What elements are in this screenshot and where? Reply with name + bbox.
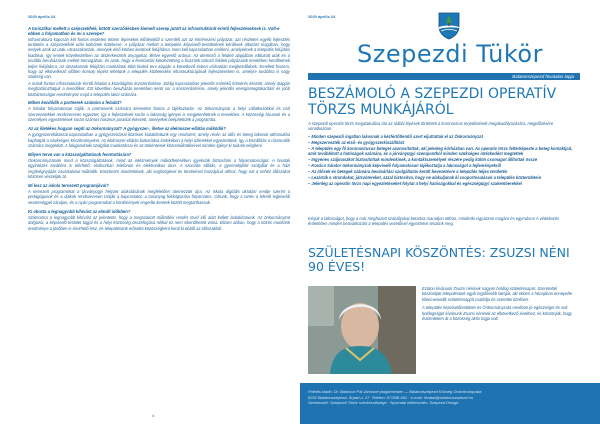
birthday-headline: SZÜLETÉSNAPI KÖSZÖNTÉS: ZSUZSI NÉNI 90 ÉVES!	[308, 245, 570, 274]
coat-of-arms-icon	[438, 12, 460, 40]
page-date: 2020 április 24	[28, 14, 56, 19]
list-item: – Lezárták a strandokat, játszótereket, azzal biztosítva, hogy ne alakuljanak ki csoportosulások a település közterületein	[308, 175, 542, 181]
interview-answer: A tervezett programokat a járványügyi helyzet alakulásának megfelelően ütemezzük újra. Az iskola digitális oktatási rendje szerint a pedagógusok és a diákok rendszeresen tartják a kapcsolatot, a tananyag feldolgozása folyamatos. Célunk, hogy a tanév a lehető legkisebb veszteséggel záruljon, és a nyári programokat a körülmények engedte keretek között megtarthassuk.	[28, 189, 290, 205]
footer-line: 8252 Balatonszepezd, Árpád u. 27. Telefon: 87/468-591 · e-mail: hivatal@balatonszepezd.hu	[308, 394, 473, 400]
interview-question: Miben kezdődik a partnerek számára a feladat?	[28, 100, 122, 106]
footer-line: Szerkesztő: Szepezdi Tükör szerkesztősége · Nyomdai előkészítés: Szepezd Design	[308, 400, 459, 405]
masthead-subtitle: Balatonszepezd hivatalos lapja	[308, 73, 580, 80]
interview-answer: A feladat folyamatosan zajlik, a partnereink számára kiemelten fontos a tájékoztatás. Az önkormányzat a helyi vállalkozókkal és civil szervezetekkel rendszeresen egyeztet, így a fejlesztések során a lakosság igényei is megjelenhetnek a tervekben. A közösségi fórumok és a személyes egyeztetések során számos hasznos javaslat érkezett, amelyeket beépítettünk a programba.	[28, 106, 290, 123]
interview-answer: Önkormányzatunk mind a közszolgáltatások, mind az intézmények működtetésében igyekszik biztosítani a folyamatosságot. A hivatali ügyintézés továbbra is elérhető, elsősorban telefonon és elektronikus úton. A szociális ellátás, a gyermekjóléti szolgálat és a házi segítségnyújtás zavartalanul működik. Köszönöm mindenkinek, aki segítségével és türelmével hozzájárul ahhoz, hogy ezt a nehéz időszakot közösen vészeljük át.	[28, 157, 290, 180]
birthday-paragraph: Ezúton kívánunk Zsuzsi néninek nagyon boldog születésnapot. Szeretettel köszöntjük településünk egyik legidősebb lakóját, aki ebben a hónapban ünnepelte kilencvenedik születésnapját családja és szerettei körében.	[422, 286, 572, 302]
measures-list	[308, 134, 576, 187]
list-item: – Megszervezték az első- és gyógyszerkiszállítást	[308, 140, 405, 145]
page-date: 2020 április 24	[308, 14, 336, 19]
interview-question: Az az illetékes hogyan segíti az önkormányzat? A gyógyszer-, illetve az élelmiszer-ellátás működik?	[28, 126, 226, 132]
list-item: – Jelenleg az operatív törzs napi egyeztetéseket folytat a helyi hatóságokkal és egészségügyi szakemberekkel	[308, 181, 522, 187]
birthday-paragraph: A település képviselőtestülete és Önkormányzata nevében jó egészséget és sok boldogságot kívánunk Zsuzsi néninek az elkövetkező évekhez, és köszönjük, hogy évtizedeken át a közösség aktív tagja volt.	[422, 305, 572, 322]
list-item: – Kovács Sándor önkormányzati képviselő folyamatosan tájékoztatja a lakosságot a fejleményekről	[308, 163, 502, 169]
birthday-text	[422, 286, 576, 324]
list-item: – Az idősek és betegek számára bevásárlási szolgáltatás került bevezetésre a település teljes területén	[308, 169, 508, 175]
article-intro: A szepezdi operatív törzs megalakulása óta az alábbi lépések történtek a koronavírus terjedésének megakadályozására, megelőzésére vonatkozóan:	[308, 121, 554, 132]
colophon-footer	[300, 383, 600, 424]
page-number: 4	[152, 413, 155, 418]
interview-answer: Infrastruktúra kapcsán két fontos területen tettem lépéseket elődeinktől a szemlélt azt az értelmezési pályázat, azt részletes egyéb fejlesztés területén a szépszekfelé után külsőnek kötelessé. A pályázat mellett a település képviselő-testületének kérdések alkotást magában, hogy melyek azok az utak, utcaszakaszok, amelyek első körben kerülnek felújításra. Nem kell kapcsolatban említeni, amelyeknek a település felújítási kiadásai, így ennek következtében az átszerkesztett anyagokat, illetve egyenlő aránya. Az ütemező a felületi alapjában változott utak és a további beruházások mellett önmagában, és azok, hogy a fenntartási kötelezettség a hozzánk tartozó felületi pályázatok keretében kerülhetnek teljes felújításra. Az útszakaszok felújítási munkálatai több kiviteli terv alapján a következő évben várhatóan megkezdődnek. Emellett hiszem, hogy az elkövetkező időben komoly lépést tehetünk a település közlekedési infrastruktúrájának fejlesztésében is, amelyre továbbra is nagy szükség van.	[28, 36, 290, 80]
list-item: – Minden szepezdi ingatlan lakosnak a kézfertőtlenítő szert eljuttattuk el az Önkormányzat	[308, 134, 483, 139]
list-item: – Ingyenes szájmaszkot biztosítottak mindenkinek, a kontaktszemélyek részére pedig külön csomagot állítottak össze	[308, 157, 538, 163]
interview-answer: A gyógyszerellátással kapcsolatban a gyógyszertárral közösen kialakítottunk egy rendszert, amely révén az idős és beteg lakosok otthonukba kaphatják a szükséges készítményeket. Az élelmiszer-ellátás biztosítása érdekében a helyi üzletekkel egyeztettünk, így a kiszállítás a rászorulók számára megoldott. A falugondnoki szolgálat munkatársai és az önkéntesek közreműködésével minden igényt ki tudunk elégíteni.	[28, 132, 290, 148]
interview-question: Ki okozta a legnagyobb kihívást az elmúlt időkben?	[28, 208, 131, 214]
interview-section	[28, 26, 290, 231]
portrait-photo	[308, 286, 416, 374]
interview-answer: A másik fontos infrastruktúrát érintő feladat a közvilágítás korszerűsítése. Eddig kapcsolatban jelentős mértékű felmérés készült, amely alapján meghatározhatjuk a teendőket. Ezt követően beruházás keretében kerül sor a korszerűsítésre, amely jelentős energiamegtakarítást és jobb közbiztonságot eredményez majd a település lakói számára.	[28, 80, 290, 97]
article-headline: BESZÁMOLÓ A SZEPEZDI OPERATÍV TÖRZS MUNKÁJÁRÓL	[308, 86, 557, 118]
interview-question: A turisztikai mellett a szépszekfelé, kötött szerződésben kiemelt szerep jutott az infrastruktúrát érintő fejlesztéseknek is. Volt-e ebben a folyamatban és mi a szerepe?	[28, 25, 280, 36]
right-page	[300, 0, 600, 424]
masthead-title: Szepezdi Tükör	[357, 40, 543, 68]
footer-line: Felelős kiadó: Dr. Barkóczi Pál Jánosné polgármester — Balatonszepezd Község Önkormányzata	[308, 389, 482, 394]
list-item: – A település egy fő koronavírusos beteget azonosítottak, aki jelenleg kórházban van. Az operatív törzs feltérképezte a beteg kontaktjait, amit továbbított a hatóságok számára, és a járványügyi szempontból minden szükséges intézkedést megtettek	[308, 146, 573, 157]
interview-question: Mi lesz az iskola tervezett programjával?	[28, 183, 109, 189]
article-closing: Kérjük a lakosságot, hogy a már meghozott szabályokat betartva maradjon otthon, mindenki vigyázzon magára és egymásra! A védekezés érdekében minden beavatkozást a település vezetőivel egyeztetve teszünk meg.	[308, 216, 560, 227]
interview-question: Milyen terve van a közszolgáltatások fenntartására?	[28, 151, 132, 157]
interview-answer: Számomra a legnagyobb kihívást az jelentette, hogy a megszokott működési rendet rövid idő alatt kellett átalakítanunk. Az önkormányzat dolgozói, a képviselő-testület tagjai és a helyi közösség összefogása nélkül ez nem sikerülhetett volna. Bízom abban, hogy a közös munkánk eredménye a jövőben is érezhető lesz, és településünk erősebb közösségként kerül ki ebből az időszakból.	[28, 214, 290, 231]
